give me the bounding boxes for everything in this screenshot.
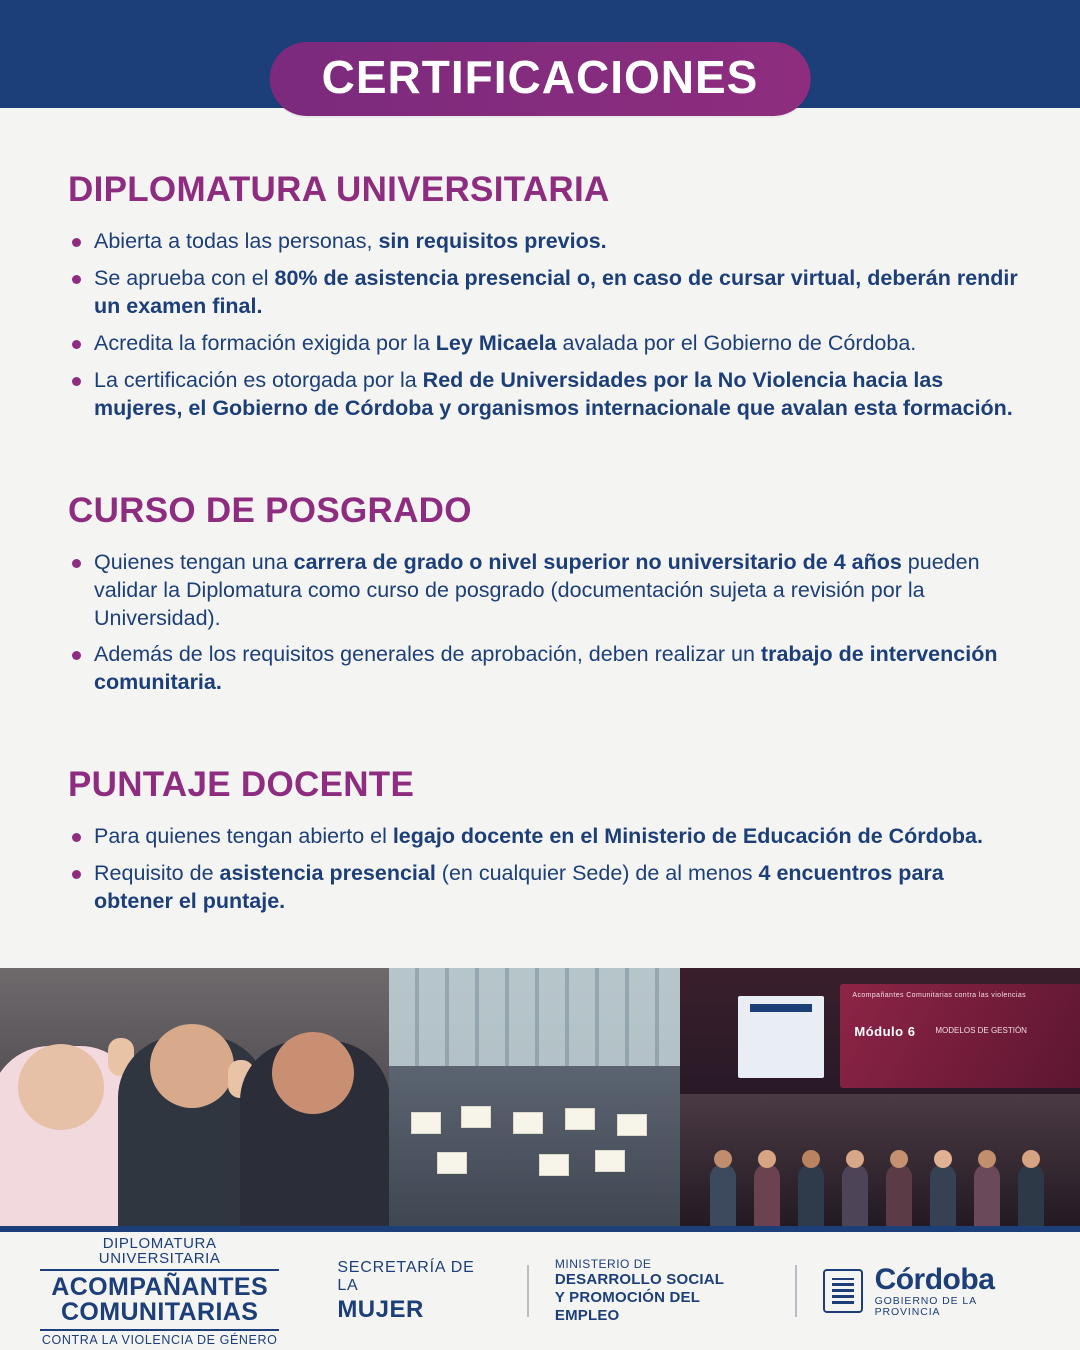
certificate-shape (595, 1150, 625, 1172)
stage-banner (738, 996, 824, 1078)
spacer (62, 731, 1018, 765)
list-item: Además de los requisitos generales de aprobación, deben realizar un trabajo de intervención comunitaria. (62, 641, 1018, 697)
figure-head (272, 1032, 354, 1114)
logo-gobierno-cordoba (823, 1264, 1046, 1318)
section-title-diplomatura: DIPLOMATURA UNIVERSITARIA (68, 170, 610, 209)
logo-diplomatura-line2: ACOMPAÑANTES (51, 1272, 269, 1301)
logo-diplomatura (34, 1236, 285, 1347)
spacer (62, 457, 1018, 491)
footer-bar (0, 1226, 1080, 1350)
photo-stage (680, 968, 1080, 1226)
list-item: Requisito de asistencia presencial (en cualquier Sede) de al menos 4 encuentros para obtener el puntaje. (62, 860, 1018, 916)
logo-secretaria-mujer (337, 1259, 501, 1323)
list-item: Abierta a todas las personas, sin requisitos previos. (62, 228, 1018, 256)
certificate-shape (565, 1108, 595, 1130)
content-area (0, 108, 1080, 968)
page-title: CERTIFICACIONES (321, 51, 759, 103)
cordoba-shield-icon (823, 1269, 863, 1313)
photo-audience (0, 968, 389, 1226)
list-item: Se aprueba con el 80% de asistencia presencial o, en caso de cursar virtual, deberán rendir un examen final. (62, 265, 1018, 321)
photo-strip (0, 968, 1080, 1226)
stage-screen-heading: Acompañantes Comunitarias contra las violencias (852, 992, 1027, 999)
header-band (0, 0, 1080, 108)
cordoba-name: Córdoba (874, 1263, 995, 1297)
stage-screen (840, 984, 1080, 1088)
ministerio-line2: DESARROLLO SOCIAL (554, 1271, 725, 1289)
certificate-shape (539, 1154, 569, 1176)
section-diplomatura (62, 170, 1018, 423)
bullet-list-posgrado (62, 549, 1018, 698)
figure-shape (842, 1164, 868, 1226)
photo-certificates (389, 968, 681, 1226)
list-item: La certificación es otorgada por la Red de Universidades por la No Violencia hacia las mujeres, el Gobierno de Córdoba y organismos internacionale que avalan esta formación. (62, 367, 1018, 423)
certificate-shape (461, 1106, 491, 1128)
list-item: Acredita la formación exigida por la Ley Micaela avalada por el Gobierno de Córdoba. (62, 330, 1018, 358)
section-posgrado (62, 491, 1018, 698)
secretaria-line1: SECRETARÍA DE LA (337, 1258, 475, 1295)
figure-shape (974, 1164, 1000, 1226)
ministerio-line1: MINISTERIO DE (554, 1256, 652, 1271)
certificate-shape (411, 1112, 441, 1134)
section-puntaje (62, 765, 1018, 916)
figure-shape (886, 1164, 912, 1226)
section-title-posgrado: CURSO DE POSGRADO (68, 490, 472, 530)
logo-ministerio (555, 1257, 769, 1325)
figure-head (150, 1024, 234, 1108)
divider (795, 1265, 797, 1317)
stage-screen-module: Módulo 6 (854, 1024, 916, 1039)
logo-diplomatura-line1: DIPLOMATURA UNIVERSITARIA (40, 1236, 279, 1271)
list-item: Para quienes tengan abierto el legajo docente en el Ministerio de Educación de Córdoba. (62, 823, 1018, 851)
group-row (389, 1066, 681, 1226)
certificate-shape (437, 1152, 467, 1174)
bullet-list-puntaje (62, 823, 1018, 916)
figure-shape (930, 1164, 956, 1226)
stage-screen-subtitle: MODELOS DE GESTIÓN (935, 1026, 1027, 1035)
page-title-pill (270, 42, 811, 116)
cordoba-tagline: GOBIERNO DE LA PROVINCIA (874, 1294, 977, 1318)
divider (527, 1265, 529, 1317)
figure-shape (754, 1164, 780, 1226)
section-title-puntaje: PUNTAJE DOCENTE (68, 765, 415, 805)
figure-shape (798, 1164, 824, 1226)
figure-shape (1018, 1164, 1044, 1226)
bullet-list-diplomatura (62, 228, 1018, 423)
certificate-shape (617, 1114, 647, 1136)
secretaria-line2: MUJER (337, 1295, 424, 1323)
logo-diplomatura-line3: COMUNITARIAS (60, 1297, 259, 1326)
list-item: Quienes tengan una carrera de grado o nivel superior no universitario de 4 años pueden validar la Diplomatura como curso de posgrado (documentación sujeta a revisión por la Universidad). (62, 549, 1018, 633)
figure-head (18, 1044, 104, 1130)
logo-diplomatura-line4: CONTRA LA VIOLENCIA DE GÉNERO (40, 1329, 279, 1347)
ministerio-line3: Y PROMOCIÓN DEL EMPLEO (554, 1289, 700, 1325)
figure-shape (710, 1164, 736, 1226)
cordoba-wordmark (875, 1264, 1046, 1318)
certificate-shape (513, 1112, 543, 1134)
